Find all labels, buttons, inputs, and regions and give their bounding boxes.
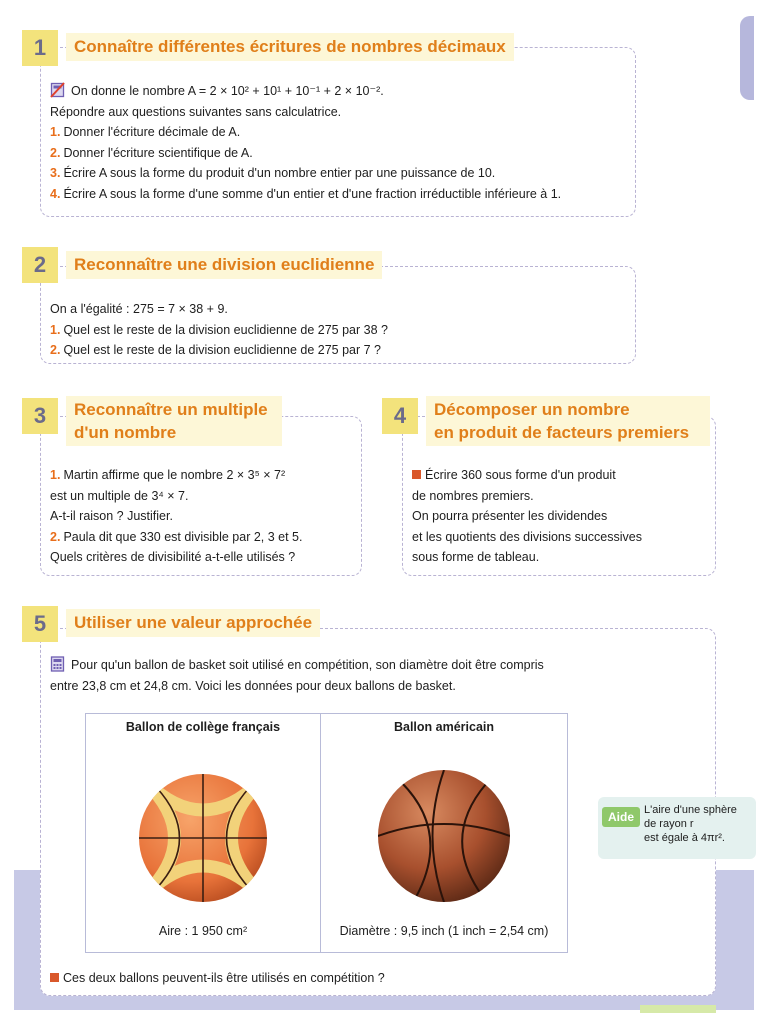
exercise-1-content: [50, 81, 561, 204]
exercise-2-intro: On a l'égalité : 275 = 7 × 38 + 9.: [50, 302, 228, 316]
exercise-2-title: Reconnaître une division euclidienne: [66, 251, 382, 279]
exercise-2-question-2: 2. Quel est le reste de la division euclidienne de 275 par 7 ?: [50, 343, 382, 357]
calculator-icon: [50, 656, 65, 672]
exercise-1-question-4: 4. Écrire A sous la forme d'une somme d'un entier et d'une fraction irréductible inférieure à 1.: [50, 186, 562, 201]
exercise-3-question-1: 1. Martin affirme que le nombre 2 × 3⁵ × 7²: [50, 468, 286, 482]
bottom-decoration: [640, 1005, 716, 1013]
exercise-3-title: Reconnaître un multiple d'un nombre: [66, 396, 282, 446]
question-square-icon: [412, 470, 421, 479]
exercise-2-question-1: 1. Quel est le reste de la division euclidienne de 275 par 38 ?: [50, 322, 388, 337]
french-ball-area: Aire : 1 950 cm²: [158, 924, 248, 938]
exercise-3-content: 1. Martin affirme que le nombre 2 × 3⁵ × 7² est un multiple de 3⁴ × 7. A-t-il raison ? Justifier. 2. Paula dit que 330 est divisible par 2, 3 et 5. Quels critères de divisibilité a-t-elle utilisés ?: [50, 465, 302, 568]
balls-table: [85, 713, 568, 953]
question-square-icon: [50, 973, 59, 982]
page-tab-decoration: [740, 16, 754, 100]
french-ball-image: [86, 742, 320, 924]
us-ball-header: Ballon américain: [393, 720, 495, 734]
exercise-5-intro: Pour qu'un ballon de basket soit utilisé en compétition, son diamètre doit être compris entre 23,8 cm et 24,8 cm. Voici les données pour deux ballons de basket.: [50, 658, 544, 693]
exercise-2-number: 2: [22, 247, 58, 283]
us-ball-image: [321, 742, 567, 924]
exercise-5-question: Ces deux ballons peuvent-ils être utilisés en compétition ?: [50, 968, 385, 989]
us-ball-cell: [321, 714, 568, 953]
no-calculator-icon: [50, 82, 65, 98]
exercise-1-question-3: 3. Écrire A sous la forme du produit d'un nombre entier par une puissance de 10.: [50, 166, 496, 180]
exercise-1-question-1: 1. Donner l'écriture décimale de A.: [50, 125, 241, 139]
exercise-2-content: [50, 299, 388, 361]
exercise-3-number: 3: [22, 398, 58, 434]
exercise-4-content: Écrire 360 sous forme d'un produit de nombres premiers. On pourra présenter les dividendes et les quotients des divisions successives sous forme de tableau.: [412, 468, 642, 564]
exercise-1-instruction: Répondre aux questions suivantes sans calculatrice.: [50, 104, 342, 119]
aide-box: [598, 797, 756, 859]
exercise-4-number: 4: [382, 398, 418, 434]
aide-tag: Aide: [602, 807, 640, 827]
us-ball-diameter: Diamètre : 9,5 inch (1 inch = 2,54 cm): [339, 924, 549, 938]
french-ball-header: Ballon de collège français: [125, 720, 281, 734]
exercise-3-question-2: 2. Paula dit que 330 est divisible par 2, 3 et 5.: [50, 529, 303, 544]
exercise-4-title: Décomposer un nombre en produit de facteurs premiers: [426, 396, 710, 446]
exercise-1-title: Connaître différentes écritures de nombres décimaux: [66, 33, 514, 61]
exercise-1-number: 1: [22, 30, 58, 66]
exercise-1-intro: On donne le nombre A = 2 × 10² + 10¹ + 10⁻¹ + 2 × 10⁻².: [71, 84, 384, 98]
french-ball-cell: [86, 714, 321, 953]
exercise-5-title: Utiliser une valeur approchée: [66, 609, 320, 637]
aide-text: L'aire d'une sphère de rayon r est égale à 4πr².: [644, 804, 737, 844]
exercise-5-number: 5: [22, 606, 58, 642]
exercise-1-question-2: 2. Donner l'écriture scientifique de A.: [50, 145, 253, 160]
